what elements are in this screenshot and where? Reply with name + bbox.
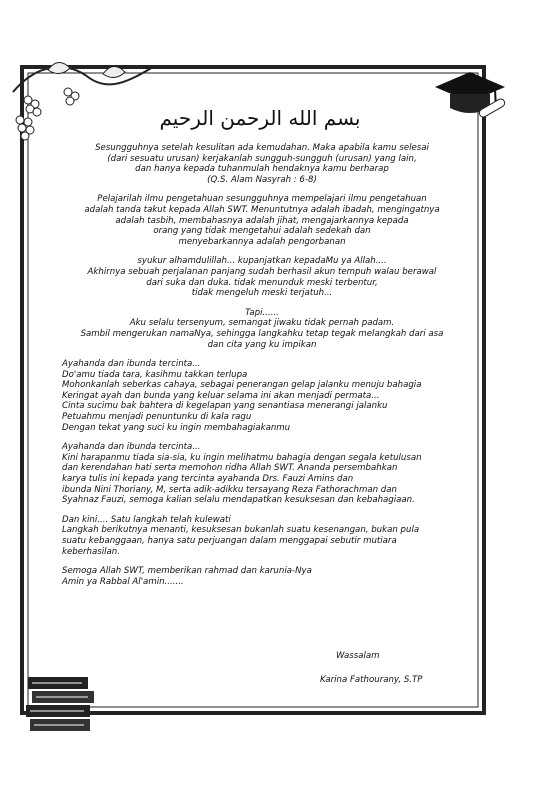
but-line: Aku selalu tersenyum, semangat jiwaku tidak pernah padam. (129, 318, 395, 329)
parents-line: ibunda Nini Thoriany, M, serta adik-adikku tersayang Reza Fathorachman dan (62, 484, 397, 495)
parents-line: Kini harapanmu tiada sia-sia, ku ingin melihatmu bahagia dengan segala ketulusan (62, 452, 422, 463)
knowledge-paragraph (62, 194, 462, 247)
prayer-paragraph (62, 566, 462, 587)
gratitude-paragraph (62, 256, 462, 298)
but-paragraph (62, 308, 462, 350)
verse-line: (dari sesuatu urusan) kerjakanlah sungguh-sungguh (urusan) yang lain, (107, 153, 417, 164)
bismillah-calligraphy: بسم الله الرحمن الرحيم (159, 106, 361, 130)
parents-line: Petuahmu menjadi penuntunku di kala ragu (62, 412, 252, 423)
graduation-cap-icon (430, 62, 510, 132)
parents-paragraph-2 (62, 442, 462, 506)
parents-line: Keringat ayah dan bunda yang keluar selama ini akan menjadi permata... (62, 390, 380, 401)
now-line: Dan kini.... Satu langkah telah kulewati (62, 514, 231, 525)
closing-salutation: Wassalam (336, 651, 380, 661)
parents-line: Dengan tekat yang suci ku ingin membahagiakanmu (62, 422, 291, 433)
now-paragraph (62, 515, 462, 557)
knowledge-line: adalah tasbih, membahasnya adalah jihat, mengajarkannya kepada (115, 215, 409, 226)
books-icon (22, 665, 102, 735)
signature-name: Karina Fathourany, S.TP (320, 675, 423, 685)
now-line: keberhasilan. (62, 546, 120, 557)
prayer-line: Amin ya Rabbal Al'amin....... (62, 576, 184, 587)
gratitude-line: Akhirnya sebuah perjalanan panjang sudah berhasil akun tempuh walau berawal (87, 266, 437, 277)
parents-line: Syahnaz Fauzi, semoga kalian selalu mendapatkan kesuksesan dan kebahagiaan. (62, 495, 415, 506)
dedication-text (62, 143, 462, 596)
gratitude-line: syukur alhamdulillah... kupanjatkan kepadaMu ya Allah.... (137, 256, 387, 267)
now-line: suatu kebanggaan, hanya satu perjuangan dalam menggapai sebutir mutiara (62, 536, 397, 546)
parents-line: Do'amu tiada tara, kasihmu takkan terlupa (62, 369, 248, 380)
parents-line: Mohonkanlah seberkas cahaya, sebagai penerangan gelap jalanku menuju bahagia (62, 380, 422, 391)
parents-line: Cinta sucimu bak bahtera di kegelapan yang senantiasa menerangi jalanku (62, 401, 388, 412)
verse-citation: (Q.S. Alam Nasyrah : 6-8) (207, 174, 317, 185)
knowledge-line: menyebarkannya adalah pengorbanan (178, 236, 346, 247)
gratitude-line: tidak mengeluh meski terjatuh... (191, 288, 333, 299)
now-line: Langkah berikutnya menanti, kesuksesan bukanlah suatu kesenangan, bukan pula (62, 525, 420, 536)
knowledge-line: adalah tanda takut kepada Allah SWT. Menuntutnya adalah ibadah, mengingatnya (84, 204, 440, 215)
but-line: Sambil mengerukan namaNya, sehingga langkahku tetap tegak melangkah dari asa (80, 328, 444, 339)
parents-line: karya tulis ini kepada yang tercinta ayahanda Drs. Fauzi Amins dan (62, 474, 354, 485)
grape-cluster-icon (8, 110, 48, 170)
parents-line: Ayahanda dan ibunda tercinta... (62, 359, 201, 370)
verse-line: Sesungguhnya setelah kesulitan ada kemudahan. Maka apabila kamu selesai (95, 143, 429, 153)
knowledge-line: Pelajarilah ilmu pengetahuan sesungguhnya mempelajari ilmu pengetahuan (97, 194, 427, 205)
gratitude-line: dari suka dan duka. tidak menunduk meski terbentur, (146, 277, 378, 288)
prayer-line: Semoga Allah SWT, memberikan rahmad dan karunia-Nya (62, 566, 312, 577)
verse-line: dan hanya kepada tuhanmulah hendaknya kamu berharap (135, 164, 389, 175)
but-line: Tapi...... (245, 307, 279, 318)
parents-line: dan kerendahan hati serta memohon ridha Allah SWT. Ananda persembahkan (62, 463, 398, 474)
parents-line: Ayahanda dan ibunda tercinta... (62, 442, 201, 453)
knowledge-line: orang yang tidak mengetahui adalah sedekah dan (153, 226, 371, 237)
verse-paragraph (62, 143, 462, 185)
parents-paragraph-1 (62, 359, 462, 433)
but-line: dan cita yang ku impikan (207, 339, 317, 350)
